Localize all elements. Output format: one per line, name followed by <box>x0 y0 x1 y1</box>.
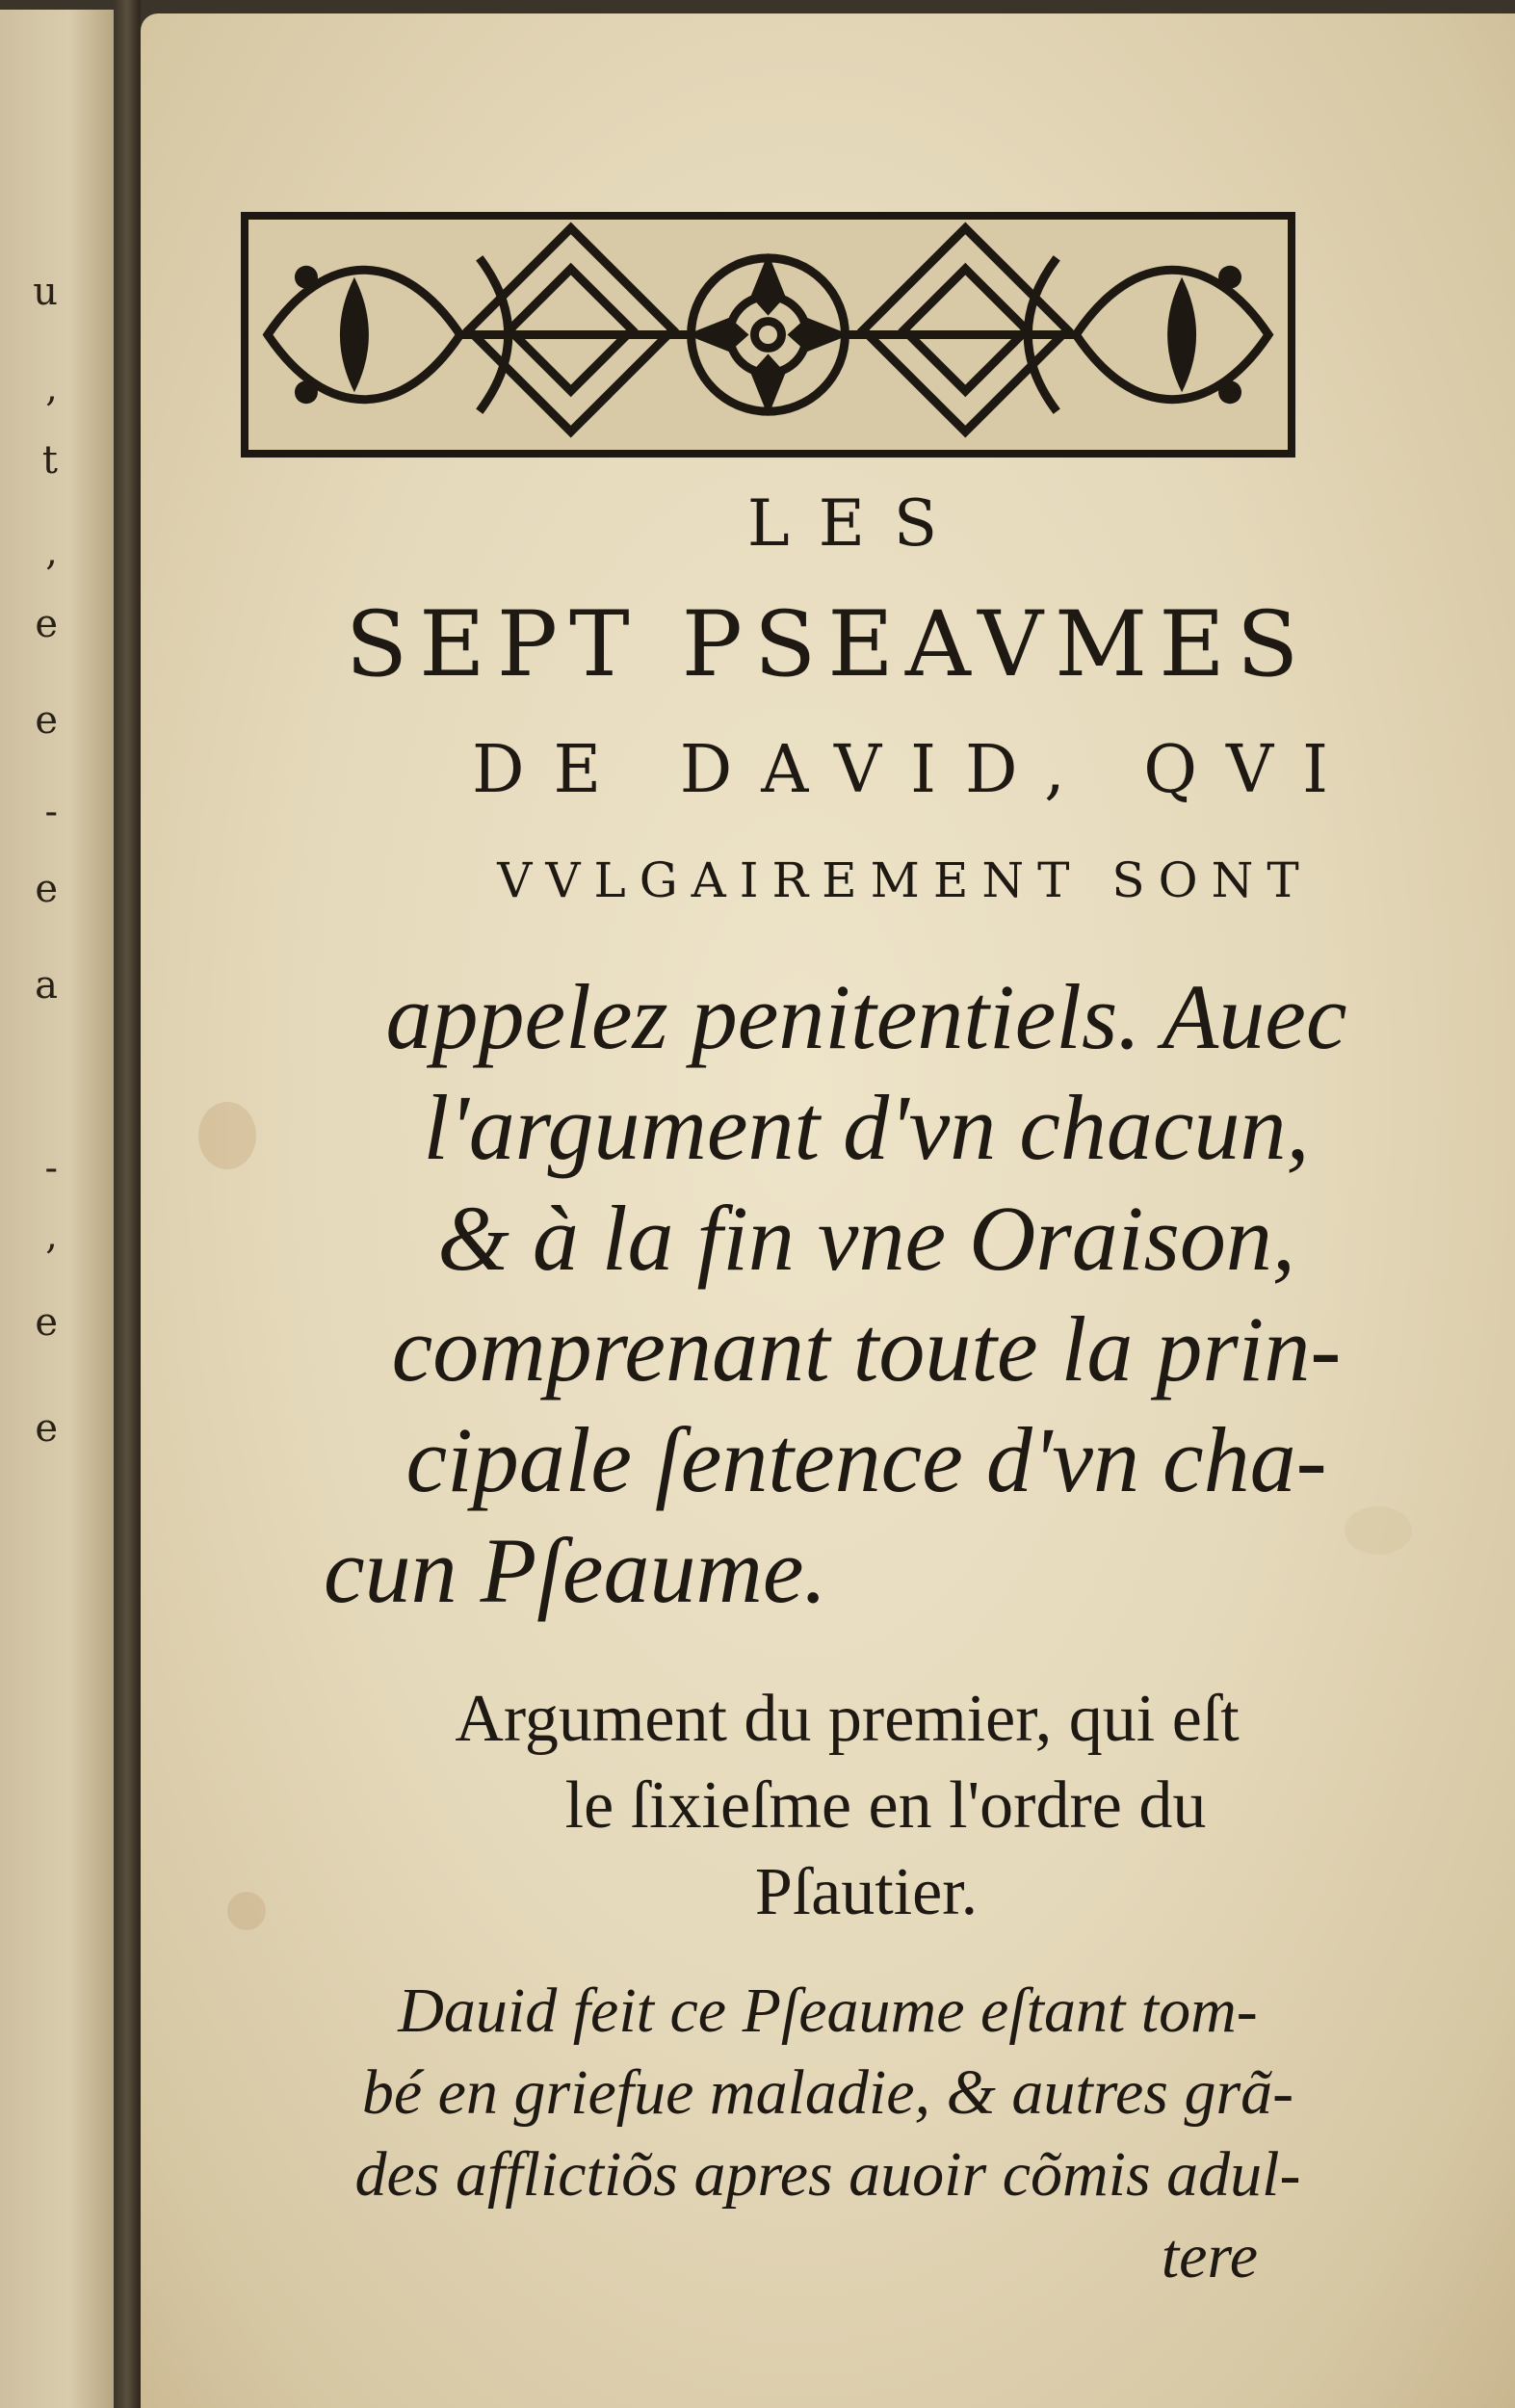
argument-heading-line: Argument du premier, qui eſt <box>455 1682 1240 1756</box>
description-line: appelez penitentiels. Auec <box>385 965 1347 1068</box>
description-line: l'argument d'vn chacun, <box>423 1076 1310 1179</box>
left-edge-char: e <box>35 1300 58 1345</box>
left-edge-char: , <box>45 1214 58 1258</box>
description-line: & à la fin vne Oraison, <box>437 1187 1295 1290</box>
left-edge-char: , <box>45 530 58 574</box>
left-edge-char: , <box>45 366 58 410</box>
body-line: des afflictiõs apres auoir cõmis adul- <box>354 2139 1301 2210</box>
body-line: bé en griefue maladie, & autres grã- <box>361 2057 1294 2128</box>
description-line: comprenant toute la prin- <box>391 1297 1342 1400</box>
left-edge-char: e <box>35 867 58 911</box>
argument-heading-line: Pſautier. <box>754 1855 979 1929</box>
left-edge-char: t <box>41 438 58 483</box>
argument-heading-line: le ſixieſme en l'ordre du <box>564 1768 1207 1843</box>
description-line: cipale ſentence d'vn cha- <box>405 1408 1327 1511</box>
interlace-ornament-icon <box>248 220 1288 450</box>
left-edge-char: e <box>35 1406 58 1451</box>
left-edge-char: - <box>44 790 58 834</box>
description-line: cun Pſeaume. <box>324 1519 827 1622</box>
title-line-sept-pseaumes: SEPT PSEAVMES <box>345 592 1311 697</box>
body-line: Dauid feit ce Pſeaume eſtant tom- <box>398 1976 1258 2046</box>
title-line-vulgairement: VVLGAIREMENT SONT <box>497 852 1313 908</box>
left-page-edge <box>0 10 116 2408</box>
left-edge-char: - <box>44 1146 58 1191</box>
ornamental-headpiece <box>241 212 1295 458</box>
left-edge-char: e <box>35 698 58 743</box>
book-gutter <box>114 0 141 2408</box>
left-edge-char: a <box>35 963 58 1008</box>
left-edge-char: e <box>35 602 58 646</box>
left-edge-char: u <box>33 270 58 314</box>
catchword: tere <box>1161 2221 1258 2291</box>
title-line-de-david: DE DAVID, QVI <box>471 732 1358 808</box>
title-line-les: LES <box>746 486 967 561</box>
